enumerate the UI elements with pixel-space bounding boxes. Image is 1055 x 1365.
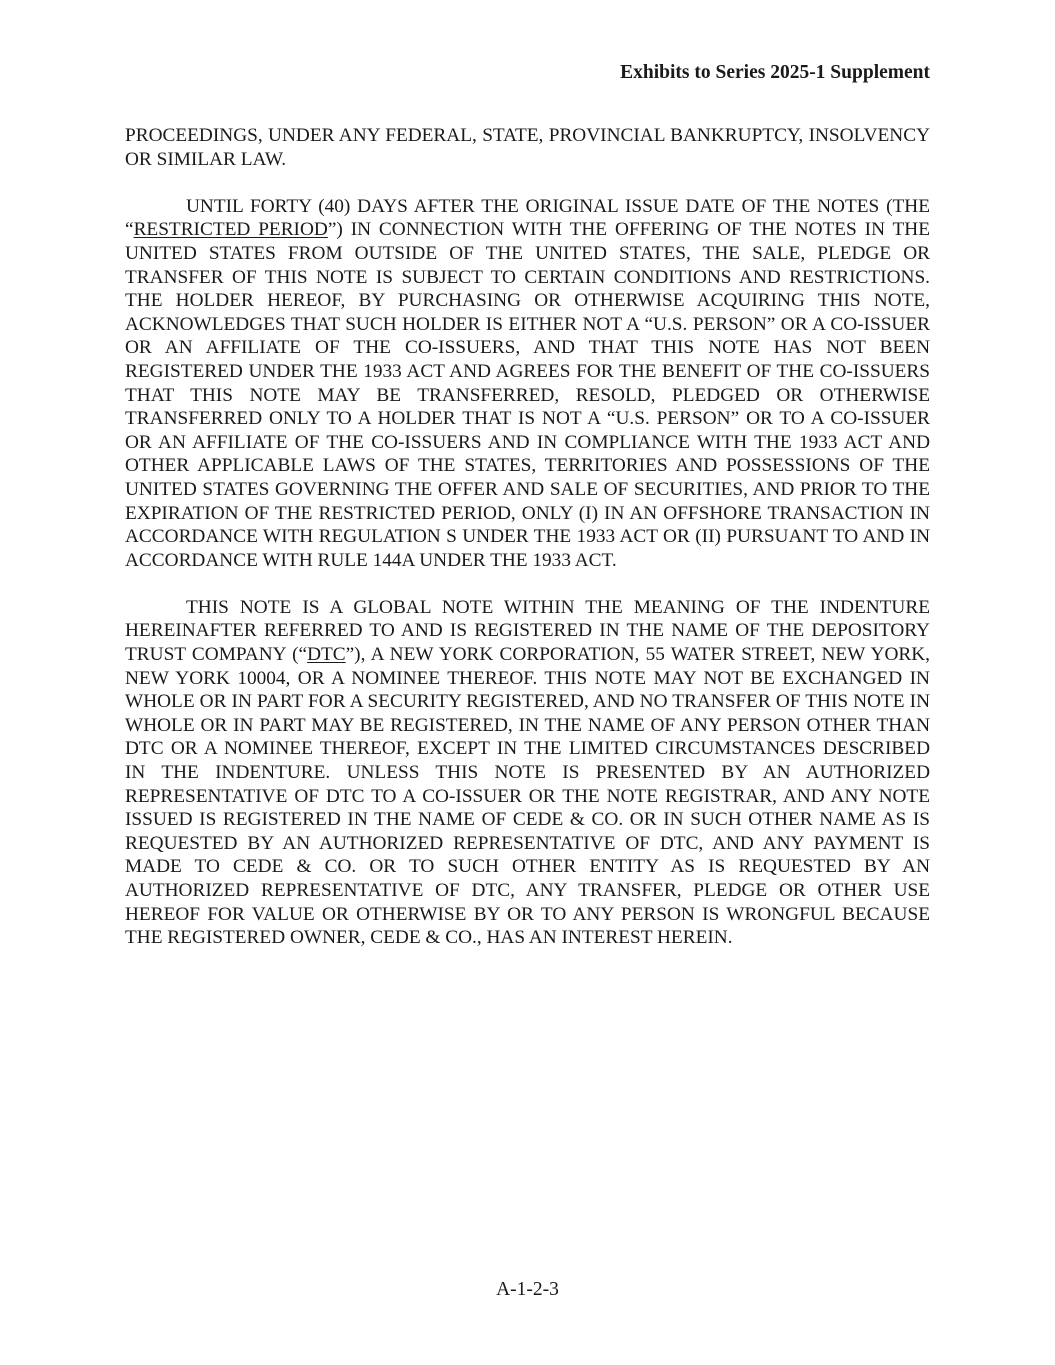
- paragraph-text-before: UNTIL FORTY (40) DAYS AFTER THE ORIGINAL ISSUE DATE OF THE NOTES (THE “: [125, 195, 930, 241]
- paragraph-text-before: THIS NOTE IS A GLOBAL NOTE WITHIN THE MEANING OF THE INDENTURE HEREINAFTER REFERRED TO AND IS REGISTERED IN THE NAME OF THE DEPOSITORY TRUST COMPANY (“: [125, 596, 930, 666]
- defined-term-restricted-period: RESTRICTED PERIOD: [133, 219, 328, 241]
- running-header: Exhibits to Series 2025-1 Supplement: [620, 62, 930, 83]
- paragraph-global-note: [125, 596, 930, 950]
- paragraph-restricted-period: [125, 195, 930, 573]
- paragraph-text-after: ”) IN CONNECTION WITH THE OFFERING OF THE NOTES IN THE UNITED STATES FROM OUTSIDE OF THE UNITED STATES, THE SALE, PLEDGE OR TRANSFER OF THIS NOTE IS SUBJECT TO CERTAIN CONDITIONS AND RESTRICTIONS. THE HOLDER HEREOF, BY PURCHASING OR OTHERWISE ACQUIRING THIS NOTE, ACKNOWLEDGES THAT SUCH HOLDER IS EITHER NOT A “U.S. PERSON” OR A CO-ISSUER OR AN AFFILIATE OF THE CO-ISSUERS, AND THAT THIS NOTE HAS NOT BEEN REGISTERED UNDER THE 1933 ACT AND AGREES FOR THE BENEFIT OF THE CO-ISSUERS THAT THIS NOTE MAY BE TRANSFERRED, RESOLD, PLEDGED OR OTHERWISE TRANSFERRED ONLY TO A HOLDER THAT IS NOT A “U.S. PERSON” OR TO A CO-ISSUER OR AN AFFILIATE OF THE CO-ISSUERS AND IN COMPLIANCE WITH THE 1933 ACT AND OTHER APPLICABLE LAWS OF THE STATES, TERRITORIES AND POSSESSIONS OF THE UNITED STATES GOVERNING THE OFFER AND SALE OF SECURITIES, AND PRIOR TO THE EXPIRATION OF THE RESTRICTED PERIOD, ONLY (I) IN AN OFFSHORE TRANSACTION IN ACCORDANCE WITH REGULATION S UNDER THE 1933 ACT OR (II) PURSUANT TO AND IN ACCORDANCE WITH RULE 144A UNDER THE 1933 ACT.: [125, 219, 930, 571]
- page-number: A-1-2-3: [496, 1279, 559, 1300]
- paragraph-text-after: ”), A NEW YORK CORPORATION, 55 WATER STREET, NEW YORK, NEW YORK 10004, OR A NOMINEE THEREOF. THIS NOTE MAY NOT BE EXCHANGED IN WHOLE OR IN PART FOR A SECURITY REGISTERED, AND NO TRANSFER OF THIS NOTE IN WHOLE OR IN PART MAY BE REGISTERED, IN THE NAME OF ANY PERSON OTHER THAN DTC OR A NOMINEE THEREOF, EXCEPT IN THE LIMITED CIRCUMSTANCES DESCRIBED IN THE INDENTURE. UNLESS THIS NOTE IS PRESENTED BY AN AUTHORIZED REPRESENTATIVE OF DTC TO A CO-ISSUER OR THE NOTE REGISTRAR, AND ANY NOTE ISSUED IS REGISTERED IN THE NAME OF CEDE & CO. OR IN SUCH OTHER NAME AS IS REQUESTED BY AN AUTHORIZED REPRESENTATIVE OF DTC, AND ANY PAYMENT IS MADE TO CEDE & CO. OR TO SUCH OTHER ENTITY AS IS REQUESTED BY AN AUTHORIZED REPRESENTATIVE OF DTC, ANY TRANSFER, PLEDGE OR OTHER USE HEREOF FOR VALUE OR OTHERWISE BY OR TO ANY PERSON IS WRONGFUL BECAUSE THE REGISTERED OWNER, CEDE & CO., HAS AN INTEREST HEREIN.: [125, 644, 930, 949]
- document-body: [125, 124, 930, 973]
- paragraph-continued: PROCEEDINGS, UNDER ANY FEDERAL, STATE, PROVINCIAL BANKRUPTCY, INSOLVENCY OR SIMILAR LAW.: [125, 125, 930, 170]
- defined-term-dtc: DTC: [307, 644, 346, 666]
